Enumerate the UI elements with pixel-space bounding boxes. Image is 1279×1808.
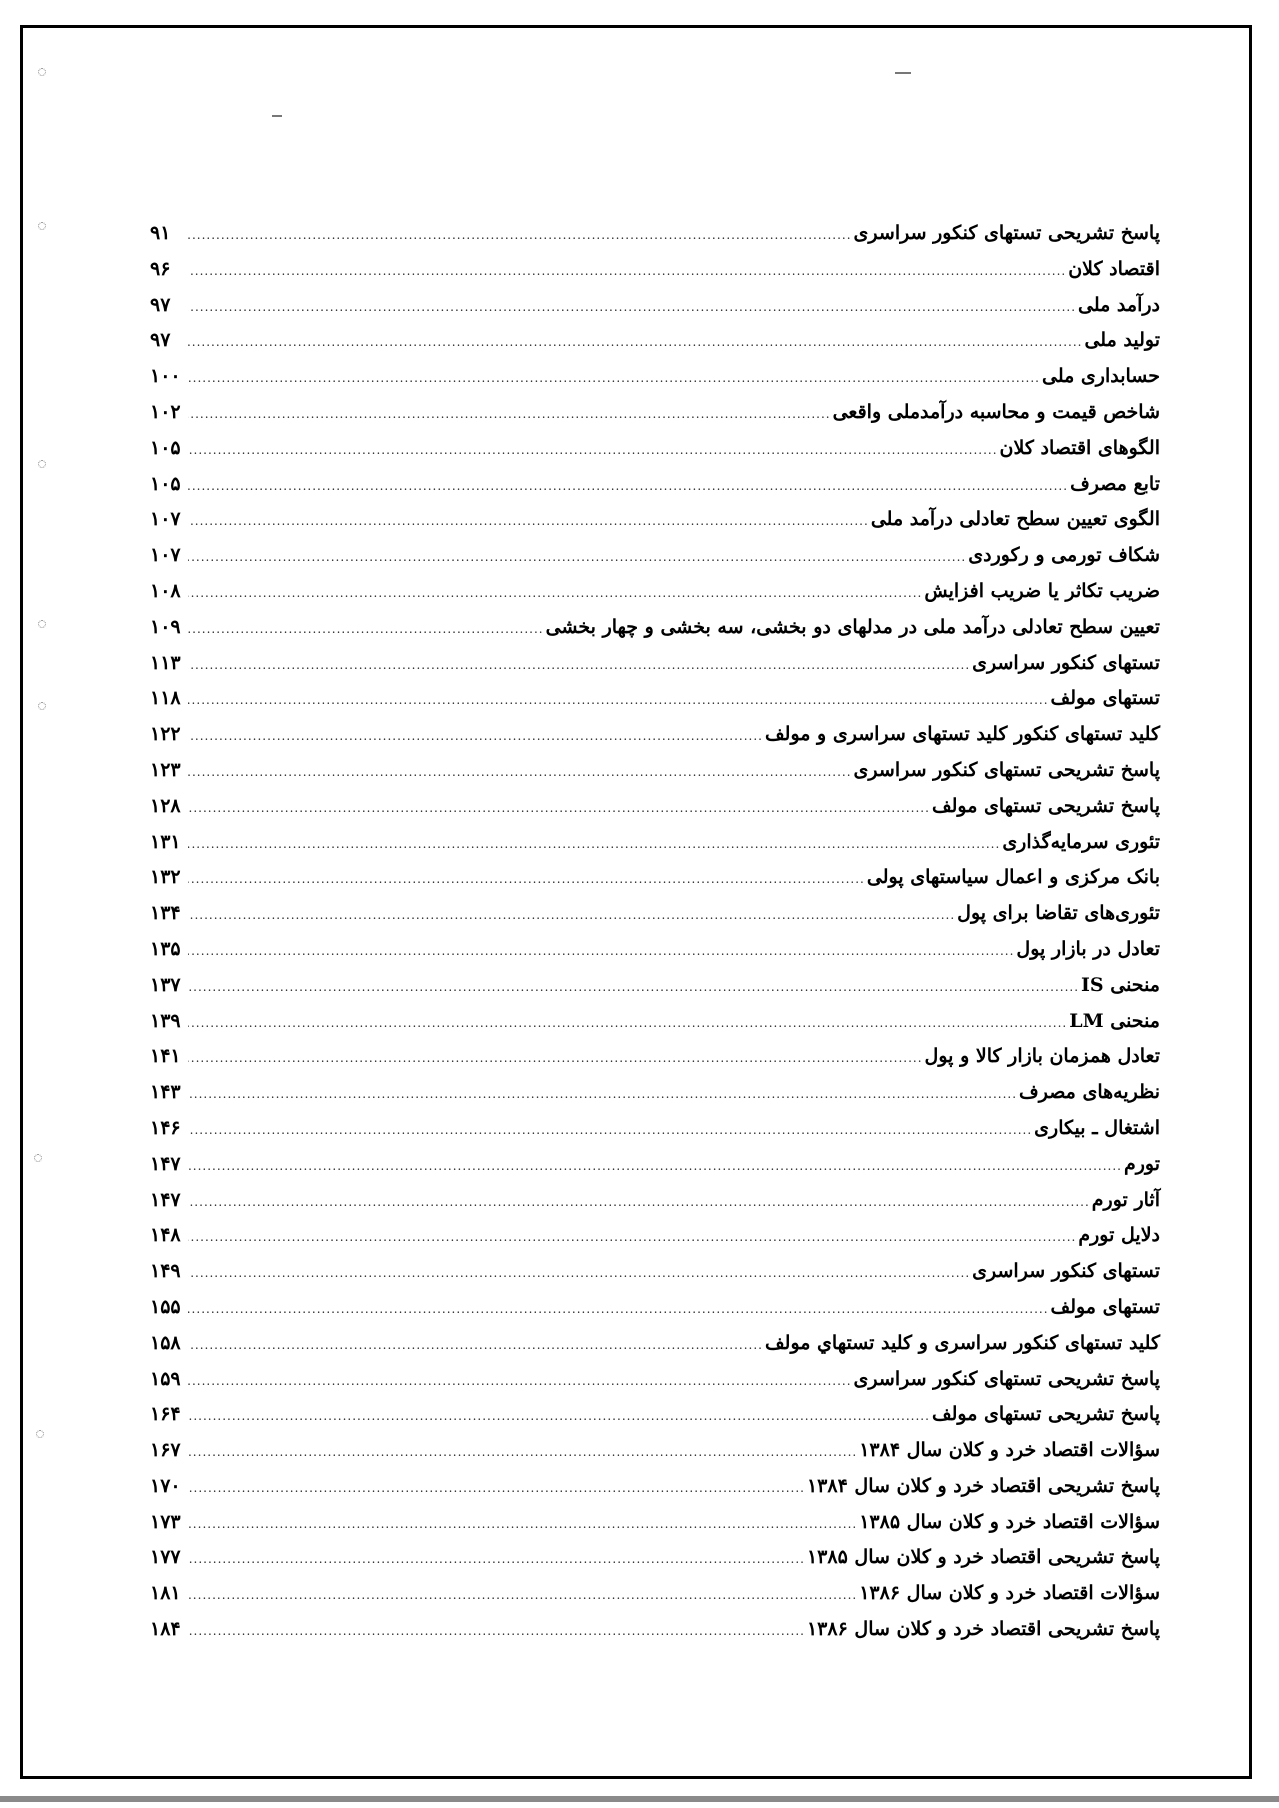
scan-speck <box>38 460 46 468</box>
toc-entry-page-number: ۹۷ <box>150 329 171 352</box>
toc-entry-page-number: ۱۳۵ <box>150 937 181 960</box>
toc-entry-page-number: ۹۶ <box>150 257 171 280</box>
toc-entry-title: تئوری‌های تقاضا برای پول <box>957 902 1160 925</box>
toc-entry <box>150 1081 1160 1117</box>
toc-dot-leader <box>188 622 544 636</box>
toc-entry <box>150 938 1160 974</box>
toc-entry-page-number: ۱۵۹ <box>150 1367 181 1390</box>
toc-entry <box>150 544 1160 580</box>
toc-dot-leader <box>188 1588 857 1602</box>
toc-entry-page-number: ۹۱ <box>150 222 171 244</box>
toc-dot-leader <box>188 1123 1032 1137</box>
toc-entry-title: نظریه‌های مصرف <box>1019 1081 1160 1104</box>
toc-entry-page-number: ۱۳۱ <box>150 830 181 853</box>
toc-entry <box>150 1260 1160 1296</box>
toc-entry-title: آثار تورم <box>1091 1188 1160 1211</box>
toc-entry-title: تستهای مولف <box>1050 687 1160 710</box>
toc-entry-title: شاخص قیمت و محاسبه درآمدملی واقعی <box>832 400 1160 423</box>
toc-entry-page-number: ۱۸۴ <box>150 1618 181 1641</box>
toc-entry-page-number: ۱۴۸ <box>150 1224 181 1247</box>
toc-entry <box>150 329 1160 365</box>
toc-entry-page-number: ۱۸۱ <box>150 1582 181 1605</box>
toc-entry <box>150 866 1160 902</box>
toc-dot-leader <box>188 443 998 457</box>
toc-dot-leader <box>188 300 1076 314</box>
toc-dot-leader <box>188 550 966 564</box>
toc-dot-leader <box>188 335 1082 349</box>
toc-dot-leader <box>188 729 763 743</box>
table-of-contents <box>150 222 1160 1654</box>
toc-dot-leader <box>188 908 955 922</box>
toc-entry-page-number: ۱۴۷ <box>150 1152 181 1175</box>
toc-entry-page-number: ۱۴۷ <box>150 1188 181 1211</box>
toc-entry-title: تابع مصرف <box>1070 472 1160 495</box>
toc-entry-page-number: ۱۴۱ <box>150 1045 181 1068</box>
toc-entry-page-number: ۱۰۸ <box>150 579 181 602</box>
toc-dot-leader <box>188 1087 1017 1101</box>
toc-entry <box>150 1618 1160 1654</box>
toc-dot-leader <box>188 586 922 600</box>
toc-entry-page-number: ۱۰۵ <box>150 472 181 495</box>
toc-entry <box>150 1582 1160 1618</box>
toc-dot-leader <box>188 872 865 886</box>
toc-entry <box>150 1153 1160 1189</box>
toc-entry <box>150 222 1160 258</box>
toc-entry-title: پاسخ تشریحی اقتصاد خرد و کلان سال ۱۳۸۴ <box>806 1474 1160 1497</box>
toc-entry-page-number: ۱۵۵ <box>150 1295 181 1318</box>
toc-entry-page-number: ۱۴۳ <box>150 1081 181 1104</box>
toc-dot-leader <box>188 1159 1122 1173</box>
toc-dot-leader <box>188 264 1066 278</box>
toc-entry-page-number: ۱۰۹ <box>150 615 181 638</box>
toc-dot-leader <box>188 765 852 779</box>
toc-entry <box>150 365 1160 401</box>
toc-entry-page-number: ۱۰۷ <box>150 508 181 531</box>
toc-entry <box>150 759 1160 795</box>
toc-entry <box>150 652 1160 688</box>
toc-entry <box>150 974 1160 1010</box>
toc-entry-title: منحنی LM <box>1069 1009 1160 1032</box>
toc-entry <box>150 616 1160 652</box>
toc-dot-leader <box>188 693 1049 707</box>
toc-dot-leader <box>188 944 1014 958</box>
toc-dot-leader <box>188 658 970 672</box>
toc-dot-leader <box>188 228 852 242</box>
toc-dot-leader <box>188 371 1040 385</box>
toc-dot-leader <box>188 1195 1090 1209</box>
toc-entry-title: اقتصاد کلان <box>1068 257 1160 280</box>
toc-entry-title: ضریب تکاثر یا ضریب افزایش <box>924 579 1160 602</box>
toc-entry <box>150 437 1160 473</box>
toc-entry-title: پاسخ تشریحی تستهای کنکور سراسری <box>853 222 1160 244</box>
toc-entry <box>150 1045 1160 1081</box>
toc-entry-page-number: ۱۳۲ <box>150 866 181 889</box>
toc-entry-page-number: ۱۷۰ <box>150 1474 181 1497</box>
toc-dot-leader <box>188 1552 805 1566</box>
toc-dot-leader <box>188 1266 970 1280</box>
toc-entry-title: تستهای کنکور سراسری <box>972 651 1160 674</box>
toc-entry-title: تعیین سطح تعادلی درآمد ملی در مدلهای دو بخشی، سه بخشی و چهار بخشی <box>545 615 1160 638</box>
toc-entry <box>150 1117 1160 1153</box>
toc-dot-leader <box>188 1302 1049 1316</box>
toc-entry-title: پاسخ تشریحی تستهای مولف <box>931 794 1160 817</box>
toc-dot-leader <box>188 1230 1076 1244</box>
toc-dot-leader <box>188 1624 805 1638</box>
toc-dot-leader <box>188 407 831 421</box>
toc-entry-title: دلایل تورم <box>1078 1224 1160 1247</box>
toc-entry-page-number: ۱۲۲ <box>150 723 181 746</box>
toc-entry-page-number: ۱۷۷ <box>150 1546 181 1569</box>
toc-entry <box>150 1010 1160 1046</box>
toc-entry <box>150 1439 1160 1475</box>
toc-entry <box>150 902 1160 938</box>
toc-entry-title: شکاف تورمی و رکوردی <box>968 544 1160 567</box>
toc-entry-page-number: ۱۶۴ <box>150 1403 181 1426</box>
toc-entry-title: بانک مرکزی و اعمال سیاستهای پولی <box>866 866 1160 889</box>
toc-entry-page-number: ۱۱۸ <box>150 687 181 710</box>
toc-entry-title: الگوی تعیین سطح تعادلی درآمد ملی <box>870 508 1160 531</box>
toc-dot-leader <box>188 837 1000 851</box>
toc-dot-leader <box>188 1517 857 1531</box>
toc-entry-page-number: ۱۰۰ <box>150 365 181 388</box>
scan-speck <box>38 222 46 230</box>
toc-entry-title: پاسخ تشریحی تستهای کنکور سراسری <box>853 758 1160 781</box>
toc-dot-leader <box>188 1445 857 1459</box>
toc-entry-title: منحنی IS <box>1081 973 1160 996</box>
toc-entry-page-number: ۱۳۹ <box>150 1009 181 1032</box>
toc-entry-title: پاسخ تشریحی اقتصاد خرد و کلان سال ۱۳۸۶ <box>806 1618 1160 1641</box>
toc-entry-page-number: ۱۲۳ <box>150 758 181 781</box>
scan-speck <box>38 702 46 710</box>
toc-entry-page-number: ۱۳۴ <box>150 902 181 925</box>
toc-entry <box>150 473 1160 509</box>
toc-entry-title: تعادل در بازار پول <box>1016 937 1160 960</box>
toc-entry-page-number: ۱۰۲ <box>150 400 181 423</box>
scan-mark <box>895 72 911 74</box>
toc-entry-title: الگوهای اقتصاد کلان <box>999 436 1160 459</box>
toc-entry <box>150 258 1160 294</box>
toc-dot-leader <box>188 479 1068 493</box>
toc-entry-title: تولید ملی <box>1084 329 1160 352</box>
toc-dot-leader <box>188 1051 923 1065</box>
toc-entry-title: تستهای مولف <box>1050 1295 1160 1318</box>
scan-mark <box>272 115 282 117</box>
bottom-divider <box>0 1796 1279 1802</box>
toc-entry-title: تئوری سرمایه‌گذاری <box>1002 830 1160 853</box>
toc-dot-leader <box>188 1409 930 1423</box>
toc-entry-title: حسابداری ملی <box>1042 365 1160 388</box>
toc-entry <box>150 687 1160 723</box>
toc-entry-page-number: ۱۳۷ <box>150 973 181 996</box>
toc-entry <box>150 294 1160 330</box>
toc-entry-page-number: ۱۰۷ <box>150 544 181 567</box>
toc-dot-leader <box>188 1338 763 1352</box>
toc-entry <box>150 401 1160 437</box>
toc-entry-title: تعادل همزمان بازار کالا و پول <box>924 1045 1160 1068</box>
toc-dot-leader <box>188 1481 805 1495</box>
toc-dot-leader <box>188 1374 852 1388</box>
toc-entry-title: سؤالات اقتصاد خرد و کلان سال ۱۳۸۵ <box>859 1510 1160 1533</box>
toc-entry <box>150 508 1160 544</box>
toc-entry-page-number: ۱۵۸ <box>150 1331 181 1354</box>
toc-dot-leader <box>188 1016 1067 1030</box>
toc-entry <box>150 723 1160 759</box>
toc-entry <box>150 1189 1160 1225</box>
toc-entry-title: پاسخ تشریحی تستهای مولف <box>931 1403 1160 1426</box>
scan-speck <box>36 1430 44 1438</box>
toc-dot-leader <box>188 514 869 528</box>
toc-entry <box>150 1296 1160 1332</box>
toc-entry-title: تورم <box>1123 1152 1160 1175</box>
toc-entry <box>150 1368 1160 1404</box>
toc-entry <box>150 580 1160 616</box>
scan-speck <box>38 68 46 76</box>
toc-entry <box>150 1332 1160 1368</box>
toc-entry-page-number: ۱۰۵ <box>150 436 181 459</box>
toc-entry-page-number: ۱۶۷ <box>150 1439 181 1462</box>
toc-entry-title: کلید تستهای کنکور کلید تستهای سراسری و مولف <box>764 723 1160 746</box>
toc-entry-page-number: ۱۷۳ <box>150 1510 181 1533</box>
toc-entry <box>150 1224 1160 1260</box>
toc-entry-page-number: ۱۴۶ <box>150 1116 181 1139</box>
toc-dot-leader <box>188 801 930 815</box>
toc-entry-title: اشتغال ـ بیکاری <box>1034 1116 1160 1139</box>
toc-entry-title: پاسخ تشریحی تستهای کنکور سراسری <box>853 1367 1160 1390</box>
toc-entry-title: تستهای کنکور سراسری <box>972 1260 1160 1283</box>
toc-entry <box>150 1511 1160 1547</box>
toc-entry-page-number: ۱۲۸ <box>150 794 181 817</box>
toc-entry-title: درآمد ملی <box>1078 293 1160 316</box>
scan-speck <box>34 1154 42 1162</box>
toc-entry-page-number: ۱۱۳ <box>150 651 181 674</box>
toc-entry <box>150 831 1160 867</box>
toc-entry <box>150 1403 1160 1439</box>
toc-entry-page-number: ۹۷ <box>150 293 171 316</box>
toc-entry <box>150 795 1160 831</box>
toc-entry <box>150 1475 1160 1511</box>
toc-entry-page-number: ۱۴۹ <box>150 1260 181 1283</box>
toc-entry <box>150 1546 1160 1582</box>
toc-dot-leader <box>188 980 1079 994</box>
scan-speck <box>38 620 46 628</box>
toc-entry-title: پاسخ تشریحی اقتصاد خرد و کلان سال ۱۳۸۵ <box>806 1546 1160 1569</box>
toc-entry-title: سؤالات اقتصاد خرد و کلان سال ۱۳۸۶ <box>859 1582 1160 1605</box>
toc-entry-title: سؤالات اقتصاد خرد و کلان سال ۱۳۸۴ <box>859 1439 1160 1462</box>
toc-entry-title: کلید تستهای کنکور سراسری و کلید تستهاي مولف <box>764 1331 1160 1354</box>
